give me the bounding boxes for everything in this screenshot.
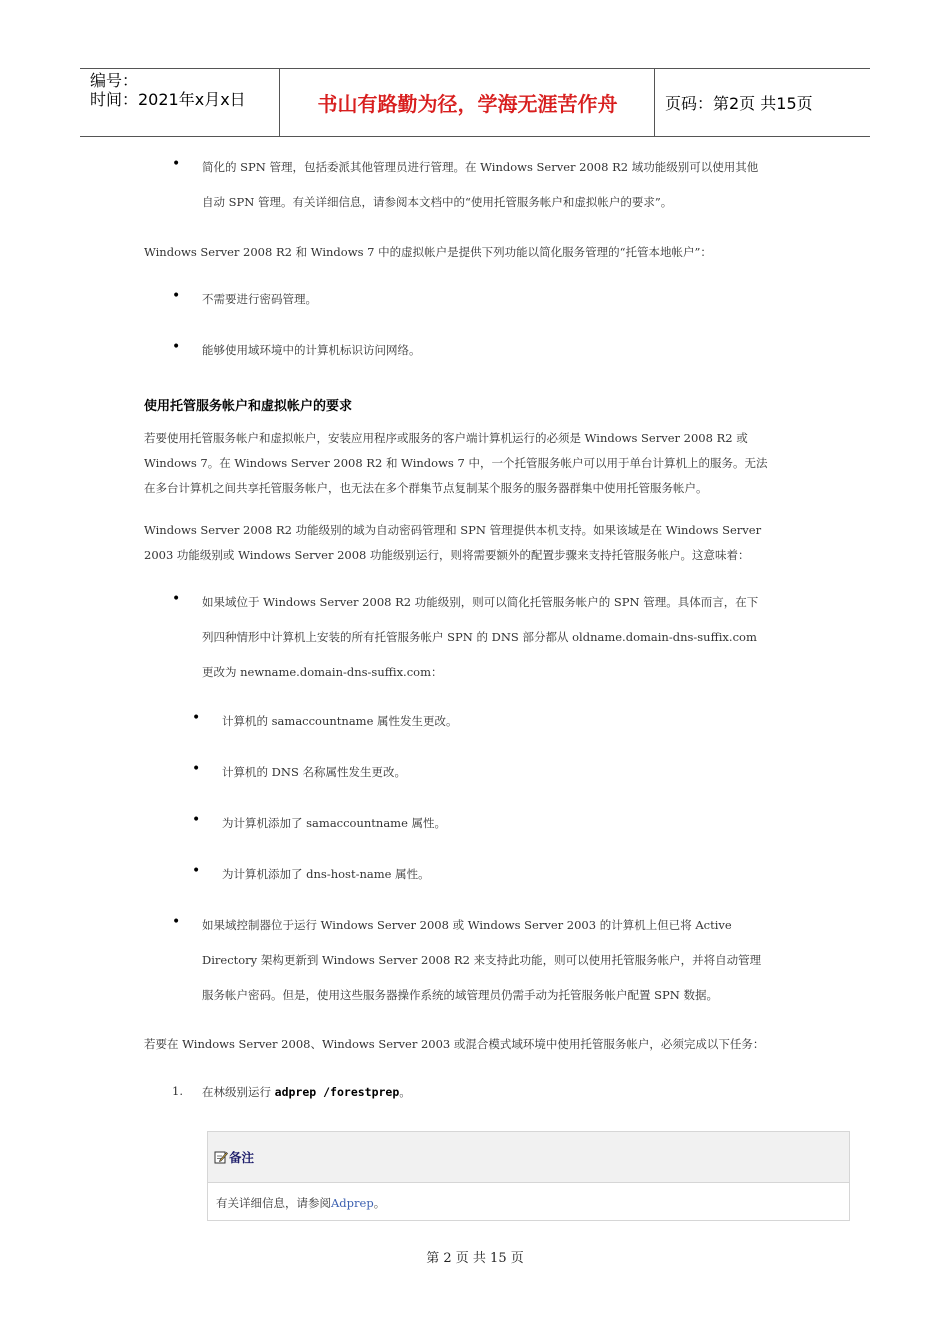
paragraph-line: 若要使用托管服务帐户和虚拟帐户，安装应用程序或服务的客户端计算机运行的必须是 Windows Server 2008 R2 或: [144, 431, 748, 445]
sub-bullet-dot: •: [192, 863, 201, 879]
step-command: adprep /forestprep: [274, 1085, 400, 1099]
bullet-text: Directory 架构更新到 Windows Server 2008 R2 来支持此功能，则可以使用托管服务帐户，并将自动管理: [202, 953, 762, 967]
code-label: 编号：: [90, 71, 139, 90]
bullet-dot: •: [172, 156, 181, 172]
note-title: 备注: [229, 1150, 255, 1165]
paragraph-line: 2003 功能级别或 Windows Server 2008 功能级别运行，则将需要额外的配置步骤来支持托管服务帐户。这意味着：: [144, 548, 750, 562]
header-page-info: 页码：第2页 共15页: [665, 94, 813, 113]
bullet-text: 列四种情形中计算机上安装的所有托管服务帐户 SPN 的 DNS 部分都从 oldname.domain-dns-suffix.com: [202, 630, 757, 644]
bullet-dot: •: [172, 288, 181, 304]
bullet-dot: •: [172, 339, 181, 355]
header-meta: [80, 69, 280, 136]
note-text: 有关详细信息，请参阅: [216, 1195, 331, 1210]
section-heading: 使用托管服务帐户和虚拟帐户的要求: [144, 399, 353, 414]
bullet-text: 自动 SPN 管理。有关详细信息，请参阅本文档中的“使用托管服务帐户和虚拟帐户的要求”。: [202, 195, 673, 209]
sub-bullet-dot: •: [192, 761, 201, 777]
bullet-dot: •: [172, 591, 181, 607]
bullet-text: 更改为 newname.domain-dns-suffix.com：: [202, 665, 443, 679]
bullet-dot: •: [172, 914, 181, 930]
bullet-text: 简化的 SPN 管理，包括委派其他管理员进行管理。在 Windows Server 2008 R2 域功能级别可以使用其他: [202, 160, 759, 174]
step-number: 1.: [172, 1084, 183, 1098]
step-text: [202, 1084, 411, 1100]
paragraph-line: Windows 7。在 Windows Server 2008 R2 和 Windows 7 中，一个托管服务帐户可以用于单台计算机上的服务。无法: [144, 456, 768, 470]
paragraph: Windows Server 2008 R2 和 Windows 7 中的虚拟帐户是提供下列功能以简化服务管理的“托管本地帐户”：: [144, 245, 712, 259]
note-edit-icon: [214, 1150, 228, 1164]
sub-bullet-text: 计算机的 samaccountname 属性发生更改。: [222, 714, 458, 728]
note-header: [208, 1132, 849, 1183]
bullet-text: 如果域控制器位于运行 Windows Server 2008 或 Windows Server 2003 的计算机上但已将 Active: [202, 918, 732, 932]
step-text-post: 。: [399, 1085, 411, 1099]
time-label: 时间：2021年x月x日: [90, 90, 246, 109]
sub-bullet-text: 为计算机添加了 dns-host-name 属性。: [222, 867, 430, 881]
sub-bullet-dot: •: [192, 710, 201, 726]
note-body: [208, 1183, 849, 1222]
sub-bullet-text: 计算机的 DNS 名称属性发生更改。: [222, 765, 406, 779]
page-header: [80, 68, 870, 137]
header-motto: 书山有路勤为径，学海无涯苦作舟: [281, 69, 655, 136]
page-footer: 第 2 页 共 15 页: [426, 1251, 524, 1266]
sub-bullet-text: 为计算机添加了 samaccountname 属性。: [222, 816, 447, 830]
paragraph-line: Windows Server 2008 R2 功能级别的域为自动密码管理和 SPN 管理提供本机支持。如果该域是在 Windows Server: [144, 523, 762, 537]
step-text-pre: 在林级别运行: [202, 1085, 275, 1099]
bullet-text: 如果域位于 Windows Server 2008 R2 功能级别，则可以简化托管服务帐户的 SPN 管理。具体而言，在下: [202, 595, 759, 609]
paragraph-line: 在多台计算机之间共享托管服务帐户，也无法在多个群集节点复制某个服务的服务器群集中使用托管服务帐户。: [144, 481, 708, 495]
bullet-text: 能够使用域环境中的计算机标识访问网络。: [202, 343, 421, 357]
paragraph: 若要在 Windows Server 2008、Windows Server 2003 或混合模式域环境中使用托管服务帐户，必须完成以下任务：: [144, 1037, 765, 1051]
adprep-link[interactable]: Adprep: [331, 1195, 374, 1210]
note-box: [207, 1131, 850, 1221]
bullet-text: 服务帐户密码。但是，使用这些服务器操作系统的域管理员仍需手动为托管服务帐户配置 SPN 数据。: [202, 988, 718, 1002]
bullet-text: 不需要进行密码管理。: [202, 292, 317, 306]
sub-bullet-dot: •: [192, 812, 201, 828]
note-end: 。: [373, 1195, 386, 1210]
